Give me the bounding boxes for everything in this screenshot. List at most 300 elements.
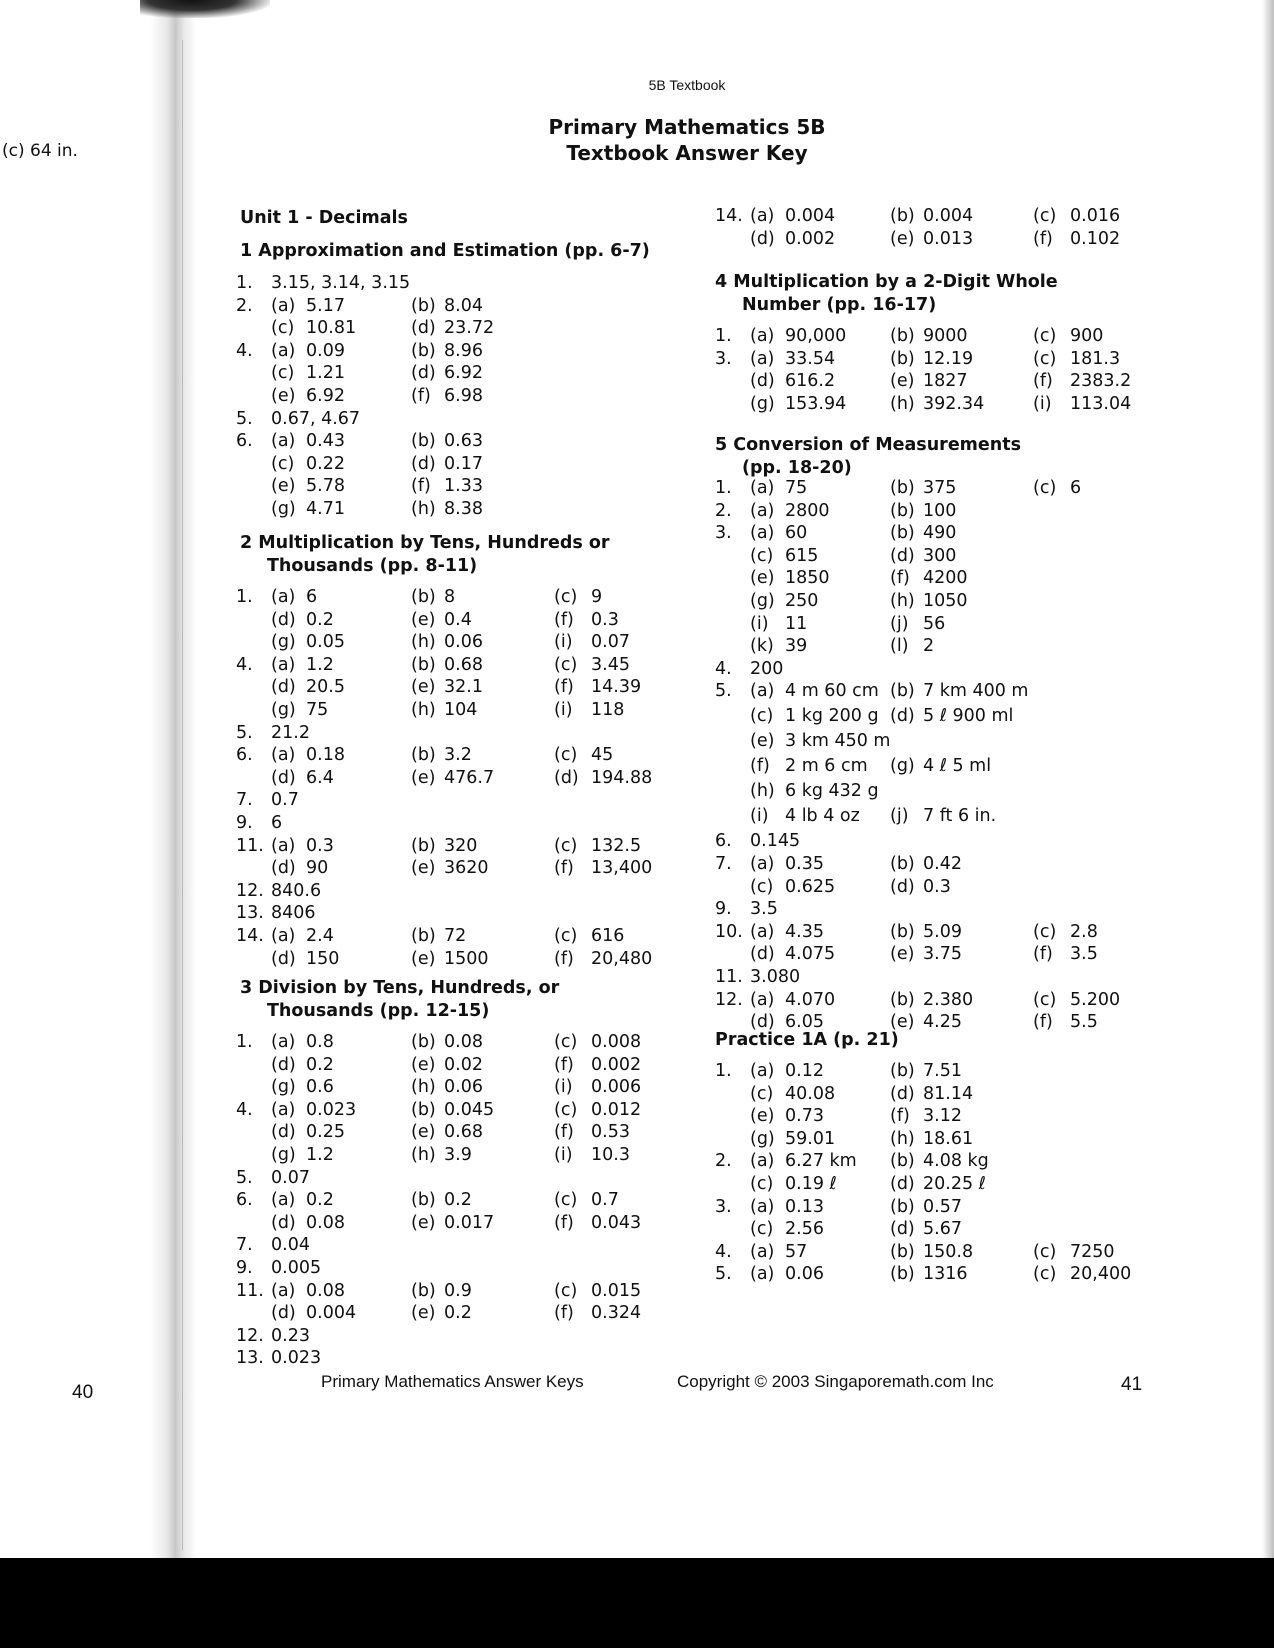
part-label-3: (i) <box>554 1144 573 1165</box>
answer-1: 4.070 <box>785 989 836 1010</box>
part-label-2: (b) <box>890 921 915 942</box>
answer-row <box>236 1121 676 1144</box>
part-label-2: (d) <box>890 706 915 727</box>
part-label-2: (b) <box>890 326 915 346</box>
part-label-1: 0.23 <box>271 1325 310 1346</box>
answer-3: 0.3 <box>591 609 619 630</box>
answer-2: 7 ft 6 in. <box>923 806 997 827</box>
part-label-3: (f) <box>554 1212 574 1233</box>
answer-1: 0.002 <box>785 228 836 249</box>
answer-3: 0.015 <box>591 1280 642 1301</box>
part-label-1: 6 <box>271 812 283 833</box>
section-5-answers <box>715 477 1155 1034</box>
answer-3: 900 <box>1070 326 1104 346</box>
answer-row <box>715 876 1155 899</box>
answer-row <box>236 385 676 408</box>
item-number: 4. <box>715 1241 732 1262</box>
page-title <box>437 114 937 166</box>
answer-2: 8.38 <box>444 498 483 519</box>
answer-1: 0.08 <box>306 1280 345 1301</box>
part-label-1: (g) <box>271 699 296 720</box>
answer-row <box>236 408 676 431</box>
part-label-1: 21.2 <box>271 722 310 743</box>
answer-1: 615 <box>785 545 819 566</box>
answer-row <box>236 1144 676 1167</box>
item-number: 14. <box>715 206 743 226</box>
answer-1: 0.023 <box>306 1099 357 1120</box>
section-2-heading <box>240 532 610 577</box>
part-label-1: 0.04 <box>271 1235 310 1256</box>
answer-1: 2 m 6 cm <box>785 756 868 777</box>
part-label-2: (e) <box>411 858 436 879</box>
left-page-number: 40 <box>72 1382 94 1403</box>
answer-1: 1 kg 200 g <box>785 706 879 727</box>
scan-bottom-band <box>0 1558 1274 1648</box>
answer-row <box>236 880 676 903</box>
answer-3: 132.5 <box>591 835 642 856</box>
part-label-1: (d) <box>271 1122 296 1143</box>
part-label-1: (c) <box>750 706 774 727</box>
answer-row <box>236 767 676 790</box>
answer-row <box>715 370 1155 393</box>
answer-1: 75 <box>306 699 329 720</box>
part-label-1: (a) <box>750 853 775 874</box>
part-label-2: (b) <box>890 853 915 874</box>
answer-2: 2 <box>923 636 935 657</box>
part-label-3: (c) <box>1033 921 1057 942</box>
part-label-1: 0.7 <box>271 790 299 811</box>
section-3-answers <box>236 1031 676 1370</box>
answer-row <box>236 1167 676 1190</box>
part-label-2: (e) <box>890 228 915 249</box>
answer-2: 3.75 <box>923 944 962 965</box>
answer-row <box>715 1128 1155 1151</box>
answer-3: 2383.2 <box>1070 371 1132 392</box>
answer-row <box>236 1031 676 1054</box>
answer-1: 4.075 <box>785 944 836 965</box>
answer-row <box>236 475 676 498</box>
answer-1: 0.6 <box>306 1077 334 1098</box>
answer-row <box>715 522 1155 545</box>
part-label-1: (a) <box>750 478 775 498</box>
footer-copyright: Copyright © 2003 Singaporemath.com Inc <box>677 1372 994 1391</box>
part-label-2: (h) <box>411 1077 436 1098</box>
part-label-1: (d) <box>271 609 296 630</box>
answer-2: 72 <box>444 925 467 946</box>
answer-3: 118 <box>591 699 625 720</box>
part-label-3: (d) <box>554 767 579 788</box>
section-3-answers-continued <box>715 205 1155 250</box>
answer-2: 1.33 <box>444 476 483 497</box>
item-number: 1. <box>715 1061 732 1081</box>
answer-3: 0.006 <box>591 1077 642 1098</box>
part-label-2: (h) <box>890 590 915 611</box>
part-label-1: (e) <box>750 1106 775 1127</box>
part-label-3: (f) <box>1033 1012 1053 1033</box>
answer-1: 0.2 <box>306 1054 334 1075</box>
part-label-1: (c) <box>750 876 774 897</box>
part-label-2: (b) <box>890 1151 915 1172</box>
answer-row <box>715 1241 1155 1264</box>
part-label-2: (e) <box>890 1012 915 1033</box>
answer-1: 0.09 <box>306 340 345 361</box>
page-title-line2: Textbook Answer Key <box>566 141 808 165</box>
answer-2: 8.04 <box>444 295 483 316</box>
answer-2: 12.19 <box>923 348 974 369</box>
part-label-2: (b) <box>411 745 436 766</box>
answer-1: 0.2 <box>306 609 334 630</box>
item-number: 2. <box>715 500 732 521</box>
section-5-title-line1: 5 Conversion of Measurements <box>715 435 1022 455</box>
answer-2: 0.004 <box>923 206 974 226</box>
answer-1: 250 <box>785 590 819 611</box>
section-1-title: 1 Approximation and Estimation (pp. 6-7) <box>240 241 650 261</box>
part-label-3: (c) <box>554 925 578 946</box>
practice-1a-heading <box>715 1029 899 1052</box>
part-label-3: (f) <box>1033 371 1053 392</box>
answer-1: 6.4 <box>306 767 334 788</box>
section-4-title-line2: Number (pp. 16-17) <box>742 294 937 315</box>
answer-1: 40.08 <box>785 1083 836 1104</box>
part-label-1: (a) <box>750 1151 775 1172</box>
answer-3: 7250 <box>1070 1241 1115 1262</box>
running-head: 5B Textbook <box>648 77 726 93</box>
part-label-2: (b) <box>890 1061 915 1081</box>
part-label-3: (i) <box>554 699 573 720</box>
answer-3: 0.016 <box>1070 206 1121 226</box>
answer-row <box>715 325 1155 348</box>
answer-row <box>236 1054 676 1077</box>
answer-2: 0.3 <box>923 876 951 897</box>
part-label-1: 8406 <box>271 903 316 924</box>
answer-1: 0.08 <box>306 1212 345 1233</box>
part-label-2: (d) <box>890 1083 915 1104</box>
answer-2: 0.2 <box>444 1190 472 1211</box>
section-2-title-line1: 2 Multiplication by Tens, Hundreds or <box>240 533 610 553</box>
answer-3: 0.7 <box>591 1190 619 1211</box>
answer-3: 0.53 <box>591 1122 630 1143</box>
part-label-1: (c) <box>271 363 295 384</box>
part-label-2: (j) <box>890 806 909 827</box>
item-number: 9. <box>236 1257 253 1278</box>
answer-row <box>715 477 1155 500</box>
part-label-3: (c) <box>1033 478 1057 498</box>
answer-1: 2.56 <box>785 1219 824 1240</box>
answer-row <box>715 1173 1155 1196</box>
answer-3: 0.002 <box>591 1054 642 1075</box>
answer-row <box>236 317 676 340</box>
part-label-1: (a) <box>750 523 775 544</box>
part-label-2: (b) <box>890 681 915 702</box>
answer-1: 6 kg 432 g <box>785 781 879 802</box>
answer-2: 0.57 <box>923 1196 962 1217</box>
item-number: 11. <box>236 1280 264 1301</box>
answer-row <box>715 780 1155 805</box>
part-label-3: (f) <box>554 1122 574 1143</box>
part-label-1: (d) <box>271 767 296 788</box>
part-label-2: (h) <box>411 632 436 653</box>
part-label-2: (b) <box>411 1099 436 1120</box>
answer-1: 0.004 <box>306 1303 357 1324</box>
answer-row <box>715 705 1155 730</box>
part-label-1: (a) <box>271 340 296 361</box>
part-label-3: (f) <box>554 677 574 698</box>
part-label-2: (b) <box>411 835 436 856</box>
answer-3: 45 <box>591 745 614 766</box>
part-label-2: (b) <box>890 1196 915 1217</box>
item-number: 1. <box>236 273 253 293</box>
answer-row <box>236 744 676 767</box>
part-label-3: (c) <box>554 745 578 766</box>
item-number: 4. <box>236 340 253 361</box>
part-label-2: (b) <box>411 1032 436 1052</box>
answer-2: 0.02 <box>444 1054 483 1075</box>
answer-3: 0.012 <box>591 1099 642 1120</box>
answer-1: 4.71 <box>306 498 345 519</box>
answer-2: 6.92 <box>444 363 483 384</box>
item-number: 1. <box>715 326 732 346</box>
answer-2: 0.68 <box>444 1122 483 1143</box>
part-label-1: 3.5 <box>750 899 778 920</box>
part-label-2: (h) <box>411 1144 436 1165</box>
section-2-answers <box>236 586 676 970</box>
answer-row <box>236 654 676 677</box>
answer-3: 113.04 <box>1070 393 1132 414</box>
section-4-heading <box>715 271 1058 316</box>
practice-1a-answers <box>715 1060 1155 1286</box>
answer-2: 1500 <box>444 948 489 969</box>
answer-2: 18.61 <box>923 1128 974 1149</box>
section-1-heading <box>240 240 650 263</box>
part-label-3: (i) <box>554 632 573 653</box>
answer-row <box>715 1083 1155 1106</box>
answer-2: 20.25 ℓ <box>923 1173 986 1194</box>
part-label-1: (d) <box>750 228 775 249</box>
answer-2: 0.08 <box>444 1032 483 1052</box>
answer-3: 616 <box>591 925 625 946</box>
item-number: 12. <box>715 989 743 1010</box>
answer-2: 8.96 <box>444 340 483 361</box>
answer-1: 616.2 <box>785 371 836 392</box>
part-label-3: (f) <box>554 1054 574 1075</box>
spine-top-shadow <box>140 0 270 18</box>
answer-1: 6.27 km <box>785 1151 857 1172</box>
item-number: 7. <box>715 853 732 874</box>
part-label-1: (c) <box>750 1173 774 1194</box>
part-label-1: (e) <box>750 731 775 752</box>
section-3-title-line1: 3 Division by Tens, Hundreds, or <box>240 978 560 998</box>
part-label-1: (a) <box>750 921 775 942</box>
answer-row <box>236 362 676 385</box>
section-2-title-line2: Thousands (pp. 8-11) <box>267 555 478 576</box>
answer-1: 5.78 <box>306 476 345 497</box>
answer-1: 4 m 60 cm <box>785 681 879 702</box>
answer-1: 4.35 <box>785 921 824 942</box>
part-label-1: (a) <box>271 835 296 856</box>
item-number: 14. <box>236 925 264 946</box>
answer-2: 5.09 <box>923 921 962 942</box>
answer-row <box>715 228 1155 251</box>
answer-1: 5.17 <box>306 295 345 316</box>
part-label-2: (b) <box>890 523 915 544</box>
item-number: 6. <box>715 831 732 852</box>
part-label-2: (b) <box>411 1190 436 1211</box>
part-label-2: (d) <box>890 545 915 566</box>
part-label-1: (a) <box>750 326 775 346</box>
part-label-3: (f) <box>554 858 574 879</box>
item-number: 3. <box>715 523 732 544</box>
left-page-margin-note: (c) 64 in. <box>2 141 78 161</box>
part-label-1: (a) <box>750 500 775 521</box>
part-label-1: (e) <box>271 476 296 497</box>
answer-1: 75 <box>785 478 808 498</box>
answer-row <box>236 699 676 722</box>
answer-row <box>715 205 1155 228</box>
part-label-1: (a) <box>271 1099 296 1120</box>
part-label-3: (c) <box>1033 1241 1057 1262</box>
answer-row <box>236 789 676 812</box>
part-label-1: (c) <box>750 1083 774 1104</box>
unit-heading: Unit 1 - Decimals <box>240 208 408 228</box>
answer-3: 0.008 <box>591 1032 642 1052</box>
answer-row <box>715 1060 1155 1083</box>
footer-left: Primary Mathematics Answer Keys <box>321 1372 584 1391</box>
item-number: 5. <box>236 722 253 743</box>
part-label-3: (c) <box>1033 1264 1057 1285</box>
part-label-1: (a) <box>271 431 296 452</box>
part-label-1: (e) <box>750 568 775 589</box>
answer-2: 32.1 <box>444 677 483 698</box>
answer-1: 6 <box>306 587 318 607</box>
answer-row <box>236 586 676 609</box>
part-label-2: (f) <box>890 1106 910 1127</box>
answer-2: 320 <box>444 835 478 856</box>
answer-3: 3.45 <box>591 654 630 675</box>
part-label-2: (d) <box>411 318 436 339</box>
part-label-2: (b) <box>411 587 436 607</box>
answer-3: 0.07 <box>591 632 630 653</box>
part-label-2: (e) <box>890 371 915 392</box>
part-label-1: (d) <box>271 677 296 698</box>
item-number: 13. <box>236 1348 264 1369</box>
answer-2: 8 <box>444 587 456 607</box>
answer-2: 5 ℓ 900 ml <box>923 706 1014 727</box>
answer-row <box>236 948 676 971</box>
item-number: 5. <box>715 681 732 702</box>
answer-2: 9000 <box>923 326 968 346</box>
part-label-1: 840.6 <box>271 880 322 901</box>
part-label-2: (d) <box>890 876 915 897</box>
section-4-title-line1: 4 Multiplication by a 2-Digit Whole <box>715 272 1058 292</box>
part-label-3: (c) <box>554 587 578 607</box>
part-label-2: (d) <box>890 1219 915 1240</box>
answer-3: 181.3 <box>1070 348 1121 369</box>
answer-2: 4200 <box>923 568 968 589</box>
part-label-1: (a) <box>271 745 296 766</box>
answer-2: 476.7 <box>444 767 495 788</box>
section-5-title-line2: (pp. 18-20) <box>742 457 852 478</box>
part-label-1: 0.07 <box>271 1167 310 1188</box>
item-number: 2. <box>236 295 253 316</box>
part-label-1: (k) <box>750 636 774 657</box>
answer-row <box>715 1218 1155 1241</box>
part-label-1: 3.080 <box>750 966 801 987</box>
item-number: 7. <box>236 790 253 811</box>
answer-row <box>715 500 1155 523</box>
part-label-2: (b) <box>890 206 915 226</box>
answer-row <box>236 1189 676 1212</box>
answer-row <box>236 498 676 521</box>
item-number: 11. <box>236 835 264 856</box>
answer-2: 0.42 <box>923 853 962 874</box>
book-spine-shadow <box>150 0 196 1560</box>
part-label-1: (a) <box>750 1264 775 1285</box>
part-label-1: (f) <box>750 756 770 777</box>
answer-2: 3.12 <box>923 1106 962 1127</box>
item-number: 4. <box>715 658 732 679</box>
answer-2: 104 <box>444 699 478 720</box>
answer-1: 39 <box>785 636 808 657</box>
answer-row <box>236 1212 676 1235</box>
part-label-1: (d) <box>750 1012 775 1033</box>
item-number: 5. <box>236 1167 253 1188</box>
answer-1: 6.05 <box>785 1012 824 1033</box>
answer-row <box>236 1234 676 1257</box>
part-label-2: (h) <box>890 1128 915 1149</box>
item-number: 6. <box>236 431 253 452</box>
part-label-1: (d) <box>271 1212 296 1233</box>
answer-1: 0.06 <box>785 1264 824 1285</box>
part-label-1: 0.005 <box>271 1257 322 1278</box>
item-number: 7. <box>236 1235 253 1256</box>
answer-1: 6.92 <box>306 385 345 406</box>
part-label-1: (a) <box>271 1280 296 1301</box>
part-label-2: (e) <box>411 948 436 969</box>
item-number: 13. <box>236 903 264 924</box>
part-label-1: (g) <box>271 1077 296 1098</box>
answer-2: 1050 <box>923 590 968 611</box>
answer-1: 0.13 <box>785 1196 824 1217</box>
answer-row <box>236 272 676 295</box>
part-label-3: (c) <box>1033 326 1057 346</box>
answer-2: 0.2 <box>444 1303 472 1324</box>
answer-row <box>236 430 676 453</box>
answer-2: 392.34 <box>923 393 985 414</box>
part-label-1: (a) <box>271 295 296 316</box>
answer-row <box>236 631 676 654</box>
answer-3: 20,480 <box>591 948 653 969</box>
part-label-1: (d) <box>271 1054 296 1075</box>
answer-row <box>715 853 1155 876</box>
answer-1: 0.18 <box>306 745 345 766</box>
answer-row <box>715 590 1155 613</box>
answer-2: 150.8 <box>923 1241 974 1262</box>
item-number: 1. <box>236 587 253 607</box>
part-label-1: (c) <box>271 453 295 474</box>
part-label-1: (a) <box>750 989 775 1010</box>
answer-row <box>236 1099 676 1122</box>
part-label-2: (e) <box>411 677 436 698</box>
answer-1: 60 <box>785 523 808 544</box>
answer-row <box>236 902 676 925</box>
answer-1: 11 <box>785 613 808 634</box>
answer-1: 0.43 <box>306 431 345 452</box>
part-label-2: (b) <box>890 1264 915 1285</box>
answer-1: 10.81 <box>306 318 357 339</box>
answer-1: 153.94 <box>785 393 847 414</box>
answer-2: 81.14 <box>923 1083 974 1104</box>
part-label-1: (a) <box>271 1032 296 1052</box>
